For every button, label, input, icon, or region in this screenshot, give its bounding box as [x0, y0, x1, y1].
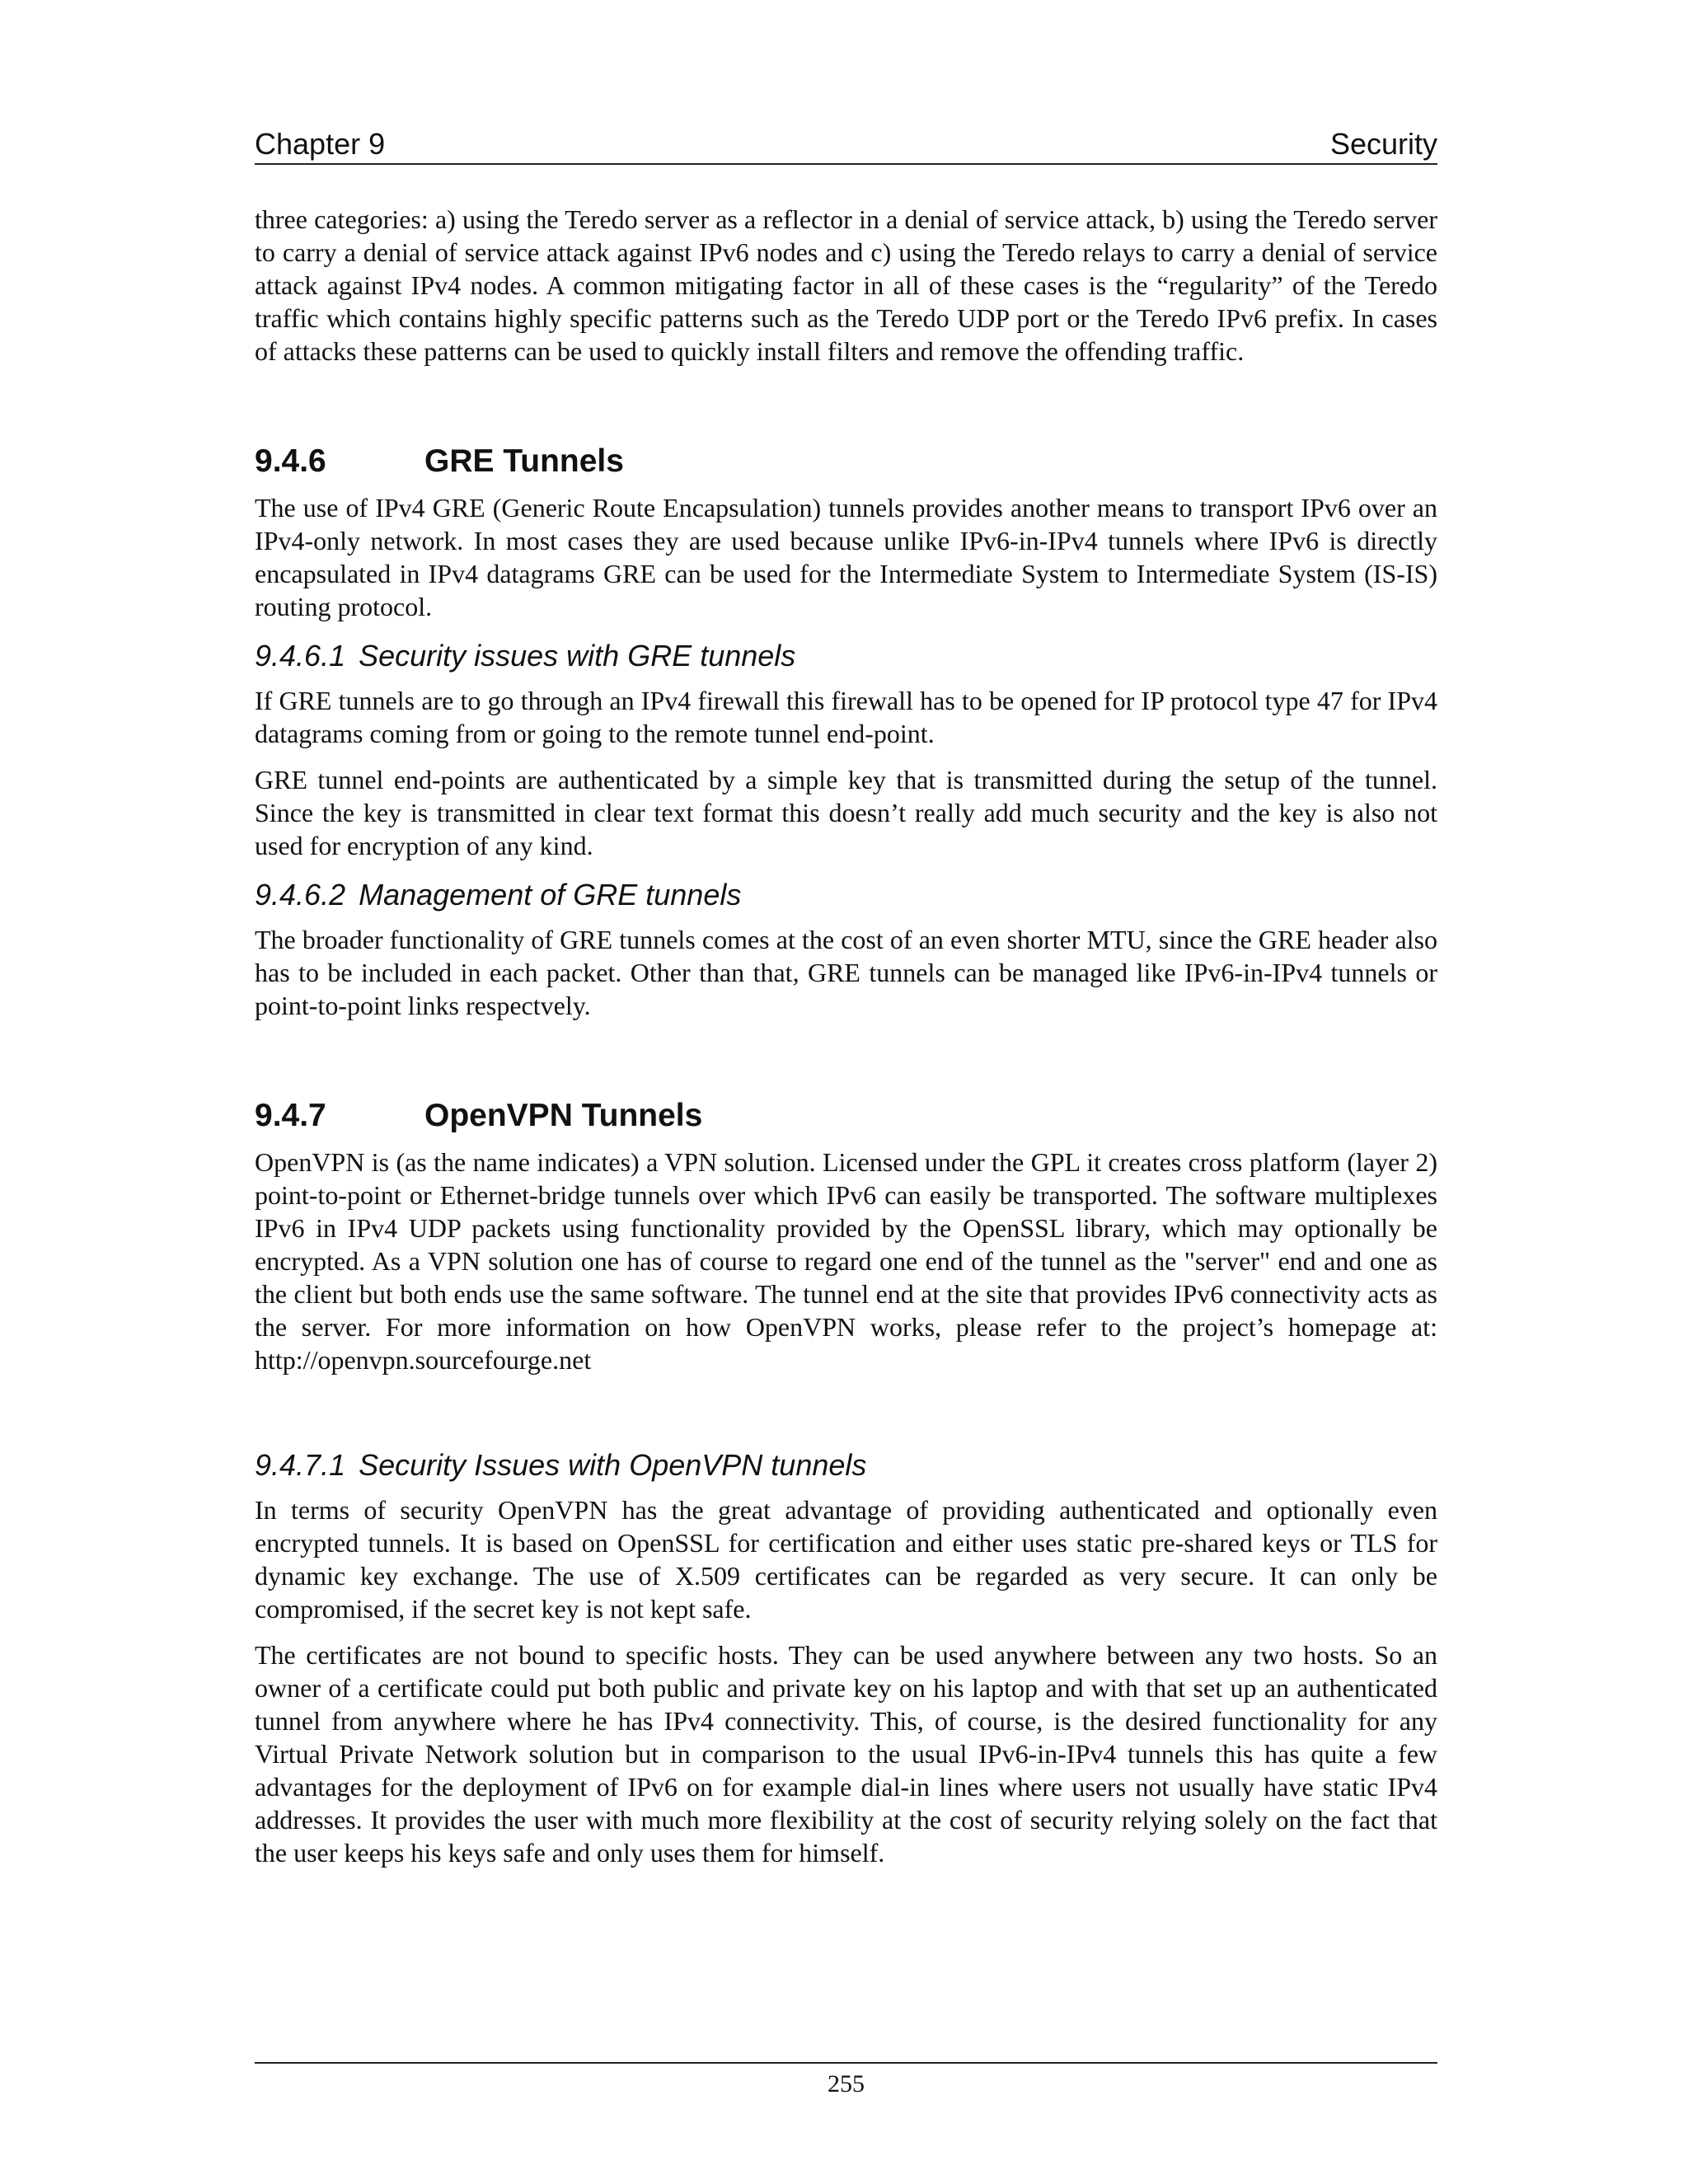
gre-security-paragraph-2: GRE tunnel end-points are authenticated by a simple key that is transmitted during the setup of the tunnel. Since the key is transmitted in clear text format this doesn’t really add much security and the key is also not used for encryption of any kind. — [255, 765, 1437, 860]
running-header — [255, 122, 1437, 165]
heading-9-4-6-1 — [255, 638, 1437, 674]
heading-title: Security issues with GRE tunnels — [359, 639, 796, 673]
openvpn-security-paragraph-1: In terms of security OpenVPN has the great advantage of providing authenticated and optionally even encrypted tunnels. It is based on OpenSSL for certification and either uses static pre-shared keys or TLS for dynamic key exchange. The use of X.509 certificates can be regarded as very secure. It can only be compromised, if the secret key is not kept safe. — [255, 1495, 1437, 1624]
openvpn-paragraph: OpenVPN is (as the name indicates) a VPN solution. Licensed under the GPL it creates cross platform (layer 2) point-to-point or Ethernet-bridge tunnels over which IPv6 can easily be transported. The software multiplexes IPv6 in IPv4 UDP packets using functionality provided by the OpenSSL library, which may optionally be encrypted. As a VPN solution one has of course to regard one end of the tunnel as the "server" end and one as the client but both ends use the same software. The tunnel end at the site that provides IPv6 connectivity acts as the server. For more information on how OpenVPN works, please refer to the project’s homepage at: http://openvpn.sourcefourge.net — [255, 1147, 1437, 1375]
heading-number: 9.4.6 — [255, 443, 326, 479]
header-chapter: Chapter 9 — [255, 127, 386, 161]
openvpn-security-paragraph-2: The certificates are not bound to specific hosts. They can be used anywhere between any two hosts. So an owner of a certificate could put both public and private key on his laptop and with that set up an authenticated tunnel from anywhere where he has IPv4 connectivity. This, of course, is the desired functionality for any Virtual Private Network solution but in comparison to the usual IPv6-in-IPv4 tunnels this has quite a few advantages for the deployment of IPv6 on for example dial-in lines where users not usually have static IPv4 addresses. It provides the user with much more flexibility at the cost of security relying solely on the fact that the user keeps his keys safe and only uses them for himself. — [255, 1640, 1437, 1868]
heading-title: Management of GRE tunnels — [359, 878, 742, 912]
heading-number: 9.4.6.2 — [255, 878, 346, 912]
page-footer — [255, 2062, 1437, 2098]
page-number: 255 — [828, 2070, 865, 2097]
heading-title: OpenVPN Tunnels — [424, 1098, 703, 1133]
heading-number: 9.4.6.1 — [255, 639, 346, 673]
heading-9-4-6 — [255, 442, 1437, 481]
document-page — [255, 0, 1437, 2184]
header-section: Security — [1329, 127, 1437, 161]
page-content — [255, 203, 1437, 1869]
heading-number: 9.4.7 — [255, 1098, 326, 1133]
heading-9-4-7-1 — [255, 1447, 1437, 1483]
gre-management-paragraph: The broader functionality of GRE tunnels comes at the cost of an even shorter MTU, since the GRE header also has to be included in each packet. Other than that, GRE tunnels can be managed like IPv6-in-IPv4 tunnels or point-to-point links respectvely. — [255, 925, 1437, 1020]
heading-9-4-6-2 — [255, 877, 1437, 913]
heading-title: Security Issues with OpenVPN tunnels — [359, 1448, 867, 1482]
heading-number: 9.4.7.1 — [255, 1448, 346, 1482]
heading-title: GRE Tunnels — [424, 443, 624, 479]
gre-tunnels-paragraph: The use of IPv4 GRE (Generic Route Encapsulation) tunnels provides another means to transport IPv6 over an IPv4-only network. In most cases they are used because unlike IPv6-in-IPv4 tunnels where IPv6 is directly encapsulated in IPv4 datagrams GRE can be used for the Intermediate System to Intermediate System (IS-IS) routing protocol. — [255, 493, 1437, 621]
gre-security-paragraph-1: If GRE tunnels are to go through an IPv4 firewall this firewall has to be opened for IP protocol type 47 for IPv4 datagrams coming from or going to the remote tunnel end-point. — [255, 686, 1437, 748]
intro-paragraph: three categories: a) using the Teredo server as a reflector in a denial of service attack, b) using the Teredo server to carry a denial of service attack against IPv6 nodes and c) using the Teredo relays to carry a denial of service attack against IPv4 nodes. A common mitigating factor in all of these cases is the “regularity” of the Teredo traffic which contains highly specific patterns such as the Teredo UDP port or the Teredo IPv6 prefix. In cases of attacks these patterns can be used to quickly install filters and remove the offending traffic. — [255, 204, 1437, 366]
heading-9-4-7 — [255, 1096, 1437, 1136]
